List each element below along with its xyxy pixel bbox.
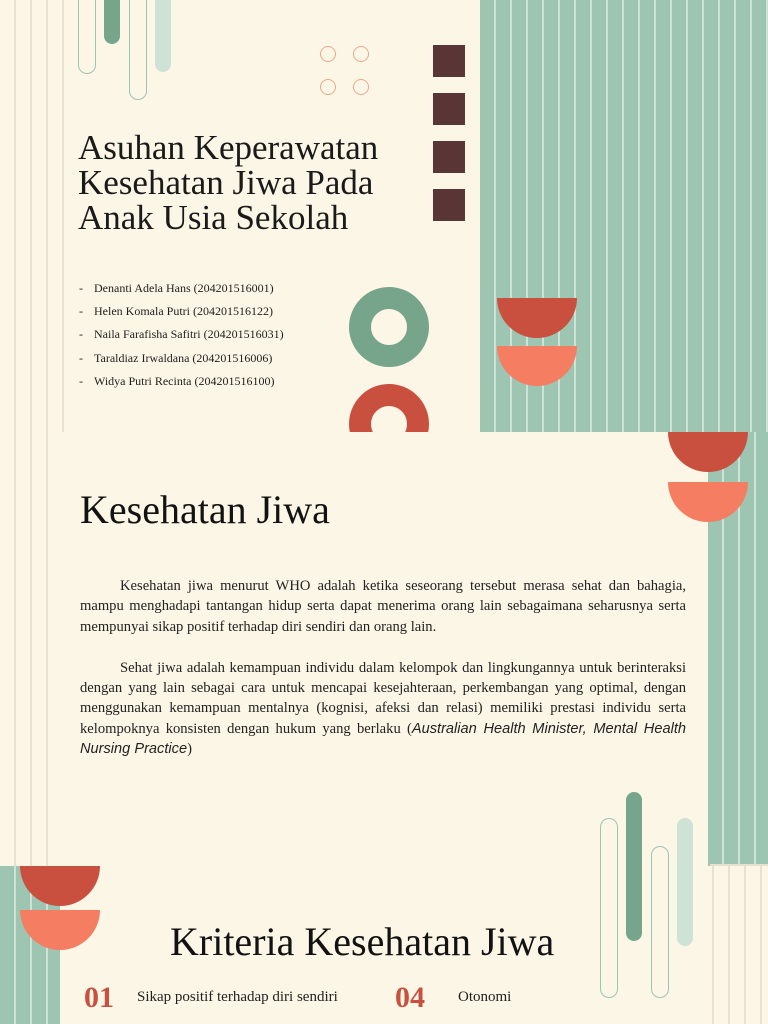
decor-pill [677, 866, 693, 946]
slide-body [80, 576, 686, 760]
citation: Australian Health Minister, Mental Health Nursing Practice [80, 720, 686, 758]
decor-line [46, 0, 48, 432]
content-slide-kriteria [0, 866, 768, 1024]
author-item: - Helen Komala Putri (204201516122) [79, 304, 273, 319]
decor-pill [104, 0, 120, 44]
author-item: - Naila Farafisha Safitri (204201516031) [79, 327, 284, 342]
criteria-text: Sikap positif terhadap diri sendiri [137, 989, 338, 1005]
decor-pill [129, 0, 147, 100]
decor-line [760, 866, 762, 1024]
decor-pill [677, 818, 693, 866]
decor-line [30, 0, 32, 432]
slide-title: Kriteria Kesehatan Jiwa [170, 919, 555, 964]
author-item: - Widya Putri Recinta (204201516100) [79, 373, 275, 388]
decor-line [744, 866, 746, 1024]
decor-pill [78, 0, 96, 74]
decor-line [46, 432, 48, 866]
author-item: - Denanti Adela Hans (204201516001) [79, 281, 274, 295]
decor-line [14, 432, 16, 866]
decor-line [30, 432, 32, 866]
decor-pill [600, 818, 618, 866]
criteria-number: 04 [395, 981, 425, 1014]
decor-pill [626, 792, 642, 866]
paragraph: Kesehatan jiwa menurut WHO adalah ketika seseorang tersebut merasa sehat dan bahagia, mampu menghadapi tantangan hidup serta dapat menerima orang lain sebagaimana seharusnya serta mempunyai sikap positif terhadap diri sendiri dan orang lain. [80, 578, 686, 635]
decor-square [433, 45, 465, 77]
author-item: - Taraldiaz Irwaldana (204201516006) [79, 350, 273, 365]
criteria-number: 01 [84, 981, 114, 1014]
decor-line [62, 0, 64, 432]
decor-ring [353, 79, 369, 95]
decor-ring [320, 46, 336, 62]
decor-square [433, 93, 465, 125]
content-slide-kesehatan-jiwa [0, 432, 768, 866]
author-list [79, 280, 284, 396]
decor-pill [651, 866, 669, 998]
slide-title: Kesehatan Jiwa [80, 487, 330, 532]
title-slide [0, 0, 768, 432]
decor-line [712, 866, 714, 1024]
decor-ring [320, 79, 336, 95]
decor-donut [349, 287, 429, 367]
decor-donut [349, 384, 429, 432]
paragraph: Sehat jiwa adalah kemampuan individu dalam kelompok dan lingkungannya untuk berinteraksi dengan yang lain sebagai cara untuk mencapai kesejahteraan, perkembangan yang optimal, dengan menggunakan kemampuan mentalnya (kognisi, afeksi dan relasi) memiliki prestasi individu serta kelompoknya konsisten dengan hukum yang berlaku (Australian Health Minister, Mental Health Nursing Practice) [80, 659, 686, 758]
decor-pill [600, 866, 618, 998]
decor-ring [353, 46, 369, 62]
criteria-text: Otonomi [458, 989, 512, 1005]
decor-line [728, 866, 730, 1024]
presentation-title: Asuhan Keperawatan Kesehatan Jiwa Pada Anak Usia Sekolah [78, 128, 379, 237]
decor-pill [626, 866, 642, 941]
decor-line [14, 0, 16, 432]
decor-pill [651, 846, 669, 866]
decor-pill [155, 0, 171, 72]
